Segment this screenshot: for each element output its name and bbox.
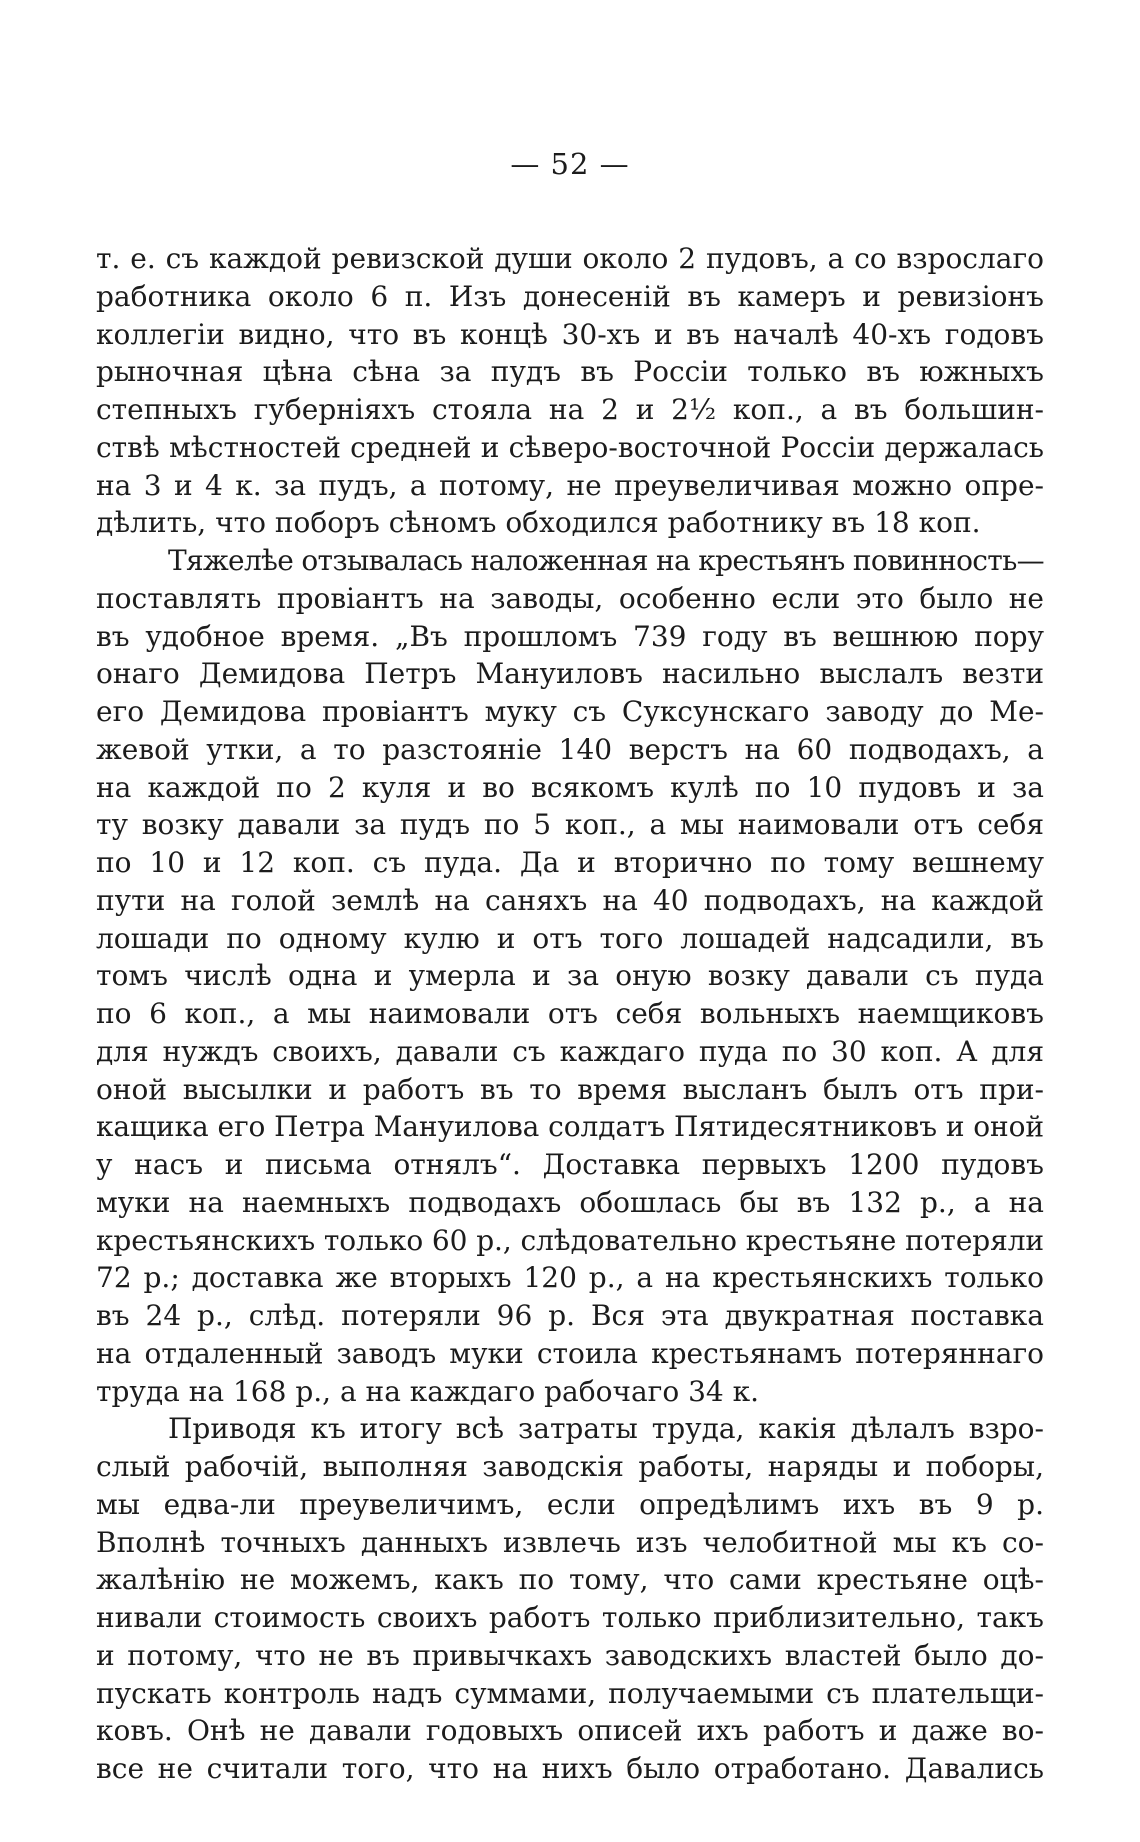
text-line: нивали стоимость своихъ работъ только приблизительно, такъ bbox=[96, 1601, 1044, 1634]
text-line: дѣлить, что поборъ сѣномъ обходился работнику въ 18 коп. bbox=[96, 506, 981, 540]
text-line: для нуждъ своихъ, давали съ каждаго пуда по 30 коп. А для bbox=[96, 1034, 1044, 1068]
text-line: лошади по одному кулю и отъ того лошадей надсадили, въ bbox=[96, 921, 1044, 955]
text-line: по 6 коп., а мы наимовали отъ себя вольныхъ наемщиковъ bbox=[96, 997, 1044, 1030]
text-line: на 3 и 4 к. за пудъ, а потому, не преувеличивая можно опре- bbox=[96, 468, 1044, 502]
text-line: слый рабочій, выполняя заводскія работы, наряды и поборы, bbox=[96, 1450, 1044, 1483]
text-line: муки на наемныхъ подводахъ обошлась бы въ 132 р., а на bbox=[96, 1185, 1044, 1219]
text-line: поставлять провіантъ на заводы, особенно если это было не bbox=[96, 581, 1044, 615]
text-line: жалѣнію не можемъ, какъ по тому, что сами крестьяне оцѣ- bbox=[96, 1563, 1044, 1597]
text-line: въ удобное время. „Въ прошломъ 739 году въ вешнюю пору bbox=[96, 619, 1044, 653]
text-line: онаго Демидова Петръ Мануиловъ насильно выслалъ везти bbox=[96, 657, 1044, 691]
text-line: рыночная цѣна сѣна за пудъ въ Россіи только въ южныхъ bbox=[96, 355, 1044, 389]
text-line: пускать контроль надъ суммами, получаемыми съ плательщи- bbox=[96, 1676, 1044, 1710]
text-line: труда на 168 р., а на каждаго рабочаго 34 к. bbox=[96, 1374, 760, 1408]
text-line: у насъ и письма отнялъ“. Доставка первыхъ 1200 пудовъ bbox=[96, 1148, 1044, 1181]
text-line: коллегіи видно, что въ концѣ 30-хъ и въ началѣ 40-хъ годовъ bbox=[96, 317, 1044, 351]
text-line: оной высылки и работъ въ то время высланъ былъ отъ при- bbox=[96, 1072, 1044, 1106]
text-line: т. е. съ каждой ревизской души около 2 пудовъ, а со взрослаго bbox=[96, 242, 1044, 275]
text-line: степныхъ губерніяхъ стояла на 2 и 2½ коп., а въ большин- bbox=[96, 393, 1044, 426]
text-line: томъ числѣ одна и умерла и за оную возку давали съ пуда bbox=[96, 959, 1044, 993]
paragraph-start-line: Приводя къ итогу всѣ затраты труда, какія дѣлалъ взро- bbox=[168, 1412, 1044, 1446]
text-line: на отдаленный заводъ муки стоила крестьянамъ потеряннаго bbox=[96, 1336, 1044, 1370]
text-line: мы едва-ли преувеличимъ, если опредѣлимъ ихъ въ 9 р. bbox=[96, 1487, 1044, 1521]
text-line: жевой утки, а то разстояніе 140 верстъ на 60 подводахъ, а bbox=[96, 732, 1044, 766]
text-line: работника около 6 п. Изъ донесеній въ камеръ и ревизіонъ bbox=[96, 279, 1044, 313]
body-text bbox=[96, 240, 1044, 1788]
text-line: все не считали того, что на нихъ было отработано. Давались bbox=[96, 1752, 1044, 1785]
text-line: 72 р.; доставка же вторыхъ 120 р., а на крестьянскихъ только bbox=[96, 1261, 1044, 1295]
text-line: кащика его Петра Мануилова солдатъ Пятидесятниковъ и оной bbox=[96, 1110, 1044, 1144]
text-line: его Демидова провіантъ муку съ Суксунскаго заводу до Ме- bbox=[96, 695, 1044, 728]
text-line: и потому, что не въ привычкахъ заводскихъ властей было до- bbox=[96, 1638, 1044, 1672]
text-line: пути на голой землѣ на саняхъ на 40 подводахъ, на каждой bbox=[96, 883, 1044, 917]
text-line: ковъ. Онѣ не давали годовыхъ описей ихъ работъ и даже во- bbox=[96, 1714, 1044, 1748]
text-line: по 10 и 12 коп. съ пуда. Да и вторично по тому вешнему bbox=[96, 846, 1044, 879]
page-number: — 52 — bbox=[510, 147, 630, 181]
text-line: Вполнѣ точныхъ данныхъ извлечь изъ челобитной мы къ со- bbox=[96, 1525, 1044, 1559]
text-line: ствѣ мѣстностей средней и сѣверо-восточной Россіи держалась bbox=[96, 430, 1044, 464]
text-line: ту возку давали за пудъ по 5 коп., а мы наимовали отъ себя bbox=[96, 808, 1044, 842]
paragraph-start-line: Тяжелѣе отзывалась наложенная на крестьянъ повинность— bbox=[168, 544, 1044, 577]
text-line: на каждой по 2 куля и во всякомъ кулѣ по 10 пудовъ и за bbox=[96, 770, 1044, 804]
text-line: крестьянскихъ только 60 р., слѣдовательно крестьяне потеряли bbox=[96, 1223, 1044, 1257]
text-line: въ 24 р., слѣд. потеряли 96 р. Вся эта двукратная поставка bbox=[96, 1299, 1044, 1332]
